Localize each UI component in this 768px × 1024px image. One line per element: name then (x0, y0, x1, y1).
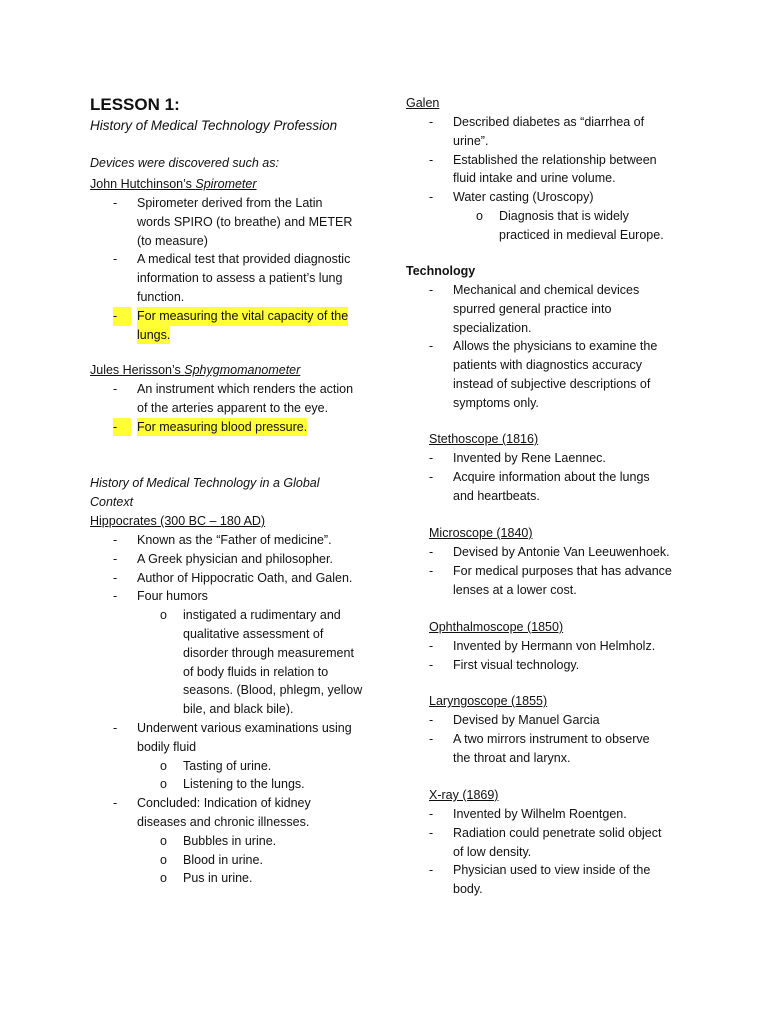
ophthalmoscope-bullet-0: - (429, 639, 434, 653)
devices-intro: Devices were discovered such as: (90, 156, 279, 170)
xray-item-2-line-0: Physician used to view inside of the (453, 863, 651, 878)
xray-bullet-2: - (429, 863, 434, 878)
ophthalmoscope-bullet-1: - (429, 657, 434, 672)
stethoscope-item-1-line-1: and heartbeats. (453, 488, 540, 503)
microscope-bullet-0: - (429, 545, 434, 559)
hippocrates-bullet-2: - (113, 570, 118, 585)
global-title-line-1: History of Medical Technology in a Global (90, 476, 320, 490)
laryngoscope-item-1-line-1: the throat and larynx. (453, 750, 571, 765)
lesson-subtitle: History of Medical Technology Profession (90, 118, 338, 133)
hippocrates-bullet-11: o (160, 871, 167, 886)
ophthalmoscope-heading: Ophthalmoscope (1850) (429, 620, 564, 634)
stethoscope-item-1-line-0: Acquire information about the lungs (453, 469, 650, 484)
herisson-heading-em: Sphygmomanometer (184, 363, 301, 377)
herisson-item-1-line-0: For measuring blood pressure. (137, 418, 307, 437)
herisson-heading-prefix: Jules Herisson’s (90, 363, 185, 377)
microscope-item-1-line-1: lenses at a lower cost. (453, 582, 577, 597)
hutchinson-item-2-line-1: lungs. (137, 326, 170, 345)
galen-item-3-line-1: practiced in medieval Europe. (499, 227, 664, 242)
technology-bullet-1: - (429, 339, 434, 354)
hippocrates-item-8-line-0: Concluded: Indication of kidney (137, 796, 311, 811)
microscope-item-1-line-0: For medical purposes that has advance (453, 563, 672, 578)
herisson-item-0-line-0: An instrument which renders the action (137, 382, 354, 396)
galen-item-0-line-0: Described diabetes as “diarrhea of (453, 115, 645, 129)
microscope-item-0-line-0: Devised by Antonie Van Leeuwenhoek. (453, 545, 670, 559)
hippocrates-item-6-line-0: Tasting of urine. (183, 758, 272, 773)
hippocrates-bullet-8: - (113, 796, 118, 811)
hippocrates-item-4-line-2: disorder through measurement (183, 645, 354, 660)
technology-item-1-line-3: symptoms only. (453, 395, 539, 410)
hutchinson-item-1-line-1: information to assess a patient’s lung (137, 271, 343, 286)
stethoscope-bullet-0: - (429, 451, 434, 465)
hippocrates-bullet-6: o (160, 758, 167, 773)
hippocrates-item-4-line-5: bile, and black bile). (183, 702, 294, 717)
hippocrates-bullet-1: - (113, 551, 118, 566)
technology-bullet-0: - (429, 283, 434, 297)
laryngoscope-item-0-line-0: Devised by Manuel Garcia (453, 713, 600, 727)
laryngoscope-heading: Laryngoscope (1855) (429, 694, 548, 708)
technology-item-0-line-0: Mechanical and chemical devices (453, 283, 640, 297)
hippocrates-bullet-7: o (160, 777, 167, 792)
hippocrates-item-2-line-0: Author of Hippocratic Oath, and Galen. (137, 570, 353, 585)
galen-item-0-line-1: urine”. (453, 133, 489, 148)
galen-item-2-line-0: Water casting (Uroscopy) (453, 190, 594, 205)
laryngoscope-item-1-line-0: A two mirrors instrument to observe (453, 731, 650, 746)
hippocrates-bullet-0: - (113, 533, 118, 547)
galen-bullet-0: - (429, 115, 434, 129)
galen-heading: Galen (406, 96, 440, 110)
stethoscope-item-0-line-0: Invented by Rene Laennec. (453, 451, 606, 465)
hutchinson-heading-em: Spirometer (195, 177, 257, 191)
hippocrates-item-5-line-0: Underwent various examinations using (137, 721, 352, 735)
xray-item-0-line-0: Invented by Wilhelm Roentgen. (453, 807, 627, 821)
technology-item-1-line-0: Allows the physicians to examine the (453, 339, 658, 354)
hippocrates-bullet-5: - (113, 721, 118, 735)
herisson-heading (90, 361, 300, 380)
hippocrates-item-4-line-4: seasons. (Blood, phlegm, yellow (183, 683, 363, 698)
hippocrates-item-9-line-0: Bubbles in urine. (183, 833, 277, 848)
hippocrates-bullet-4: o (160, 608, 167, 623)
hippocrates-item-3-line-0: Four humors (137, 589, 208, 604)
hutchinson-bullet-0: - (113, 196, 118, 210)
galen-bullet-3: o (476, 209, 483, 223)
hutchinson-item-0-line-0: Spirometer derived from the Latin (137, 196, 323, 210)
xray-heading: X-ray (1869) (429, 788, 499, 802)
hippocrates-bullet-3: - (113, 589, 118, 604)
ophthalmoscope-item-1-line-0: First visual technology. (453, 657, 580, 672)
hippocrates-item-0-line-0: Known as the “Father of medicine”. (137, 533, 332, 547)
microscope-bullet-1: - (429, 563, 434, 578)
xray-item-2-line-1: body. (453, 882, 483, 897)
hutchinson-bullet-1: - (113, 252, 118, 267)
hutchinson-item-0-line-1: words SPIRO (to breathe) and METER (137, 214, 353, 229)
hippocrates-item-4-line-3: of body fluids in relation to (183, 664, 329, 679)
technology-item-0-line-2: specialization. (453, 320, 532, 335)
galen-bullet-2: - (429, 190, 434, 205)
laryngoscope-bullet-1: - (429, 731, 434, 746)
hippocrates-item-4-line-0: instigated a rudimentary and (183, 608, 341, 623)
hutchinson-item-1-line-0: A medical test that provided diagnostic (137, 252, 351, 267)
laryngoscope-bullet-0: - (429, 713, 434, 727)
stethoscope-heading: Stethoscope (1816) (429, 432, 539, 446)
herisson-bullet-0: - (113, 382, 118, 396)
xray-bullet-1: - (429, 825, 434, 840)
hippocrates-item-4-line-1: qualitative assessment of (183, 627, 324, 641)
herisson-bullet-1: - (113, 418, 131, 437)
hippocrates-heading: Hippocrates (300 BC – 180 AD) (90, 514, 266, 528)
xray-item-1-line-0: Radiation could penetrate solid object (453, 825, 662, 840)
hutchinson-bullet-2: - (113, 307, 131, 326)
xray-bullet-0: - (429, 807, 434, 821)
hutchinson-item-1-line-2: function. (137, 290, 185, 304)
galen-item-3-line-0: Diagnosis that is widely (499, 209, 629, 223)
herisson-item-0-line-1: of the arteries apparent to the eye. (137, 400, 329, 415)
hippocrates-bullet-10: o (160, 852, 167, 867)
hutchinson-heading-prefix: John Hutchinson’s (90, 177, 196, 191)
hutchinson-item-2-line-0: For measuring the vital capacity of the (137, 307, 348, 326)
technology-heading: Technology (406, 264, 476, 278)
galen-item-1-line-0: Established the relationship between (453, 152, 657, 167)
stethoscope-bullet-1: - (429, 469, 434, 484)
lesson-title: LESSON 1: (90, 95, 180, 114)
technology-item-1-line-2: instead of subjective descriptions of (453, 377, 651, 391)
hippocrates-item-8-line-1: diseases and chronic illnesses. (137, 815, 310, 829)
global-title-line-2: Context (90, 495, 134, 509)
hippocrates-item-5-line-1: bodily fluid (137, 739, 197, 754)
technology-item-0-line-1: spurred general practice into (453, 301, 612, 316)
hutchinson-heading (90, 175, 257, 194)
hippocrates-item-7-line-0: Listening to the lungs. (183, 777, 305, 792)
microscope-heading: Microscope (1840) (429, 526, 533, 540)
galen-item-1-line-1: fluid intake and urine volume. (453, 171, 616, 186)
xray-item-1-line-1: of low density. (453, 844, 532, 859)
galen-bullet-1: - (429, 152, 434, 167)
ophthalmoscope-item-0-line-0: Invented by Hermann von Helmholz. (453, 639, 656, 653)
technology-item-1-line-1: patients with diagnostics accuracy (453, 358, 642, 373)
hutchinson-item-0-line-2: (to measure) (137, 233, 208, 248)
hippocrates-item-10-line-0: Blood in urine. (183, 852, 263, 867)
hippocrates-bullet-9: o (160, 833, 167, 848)
hippocrates-item-11-line-0: Pus in urine. (183, 871, 253, 886)
hippocrates-item-1-line-0: A Greek physician and philosopher. (137, 551, 333, 566)
